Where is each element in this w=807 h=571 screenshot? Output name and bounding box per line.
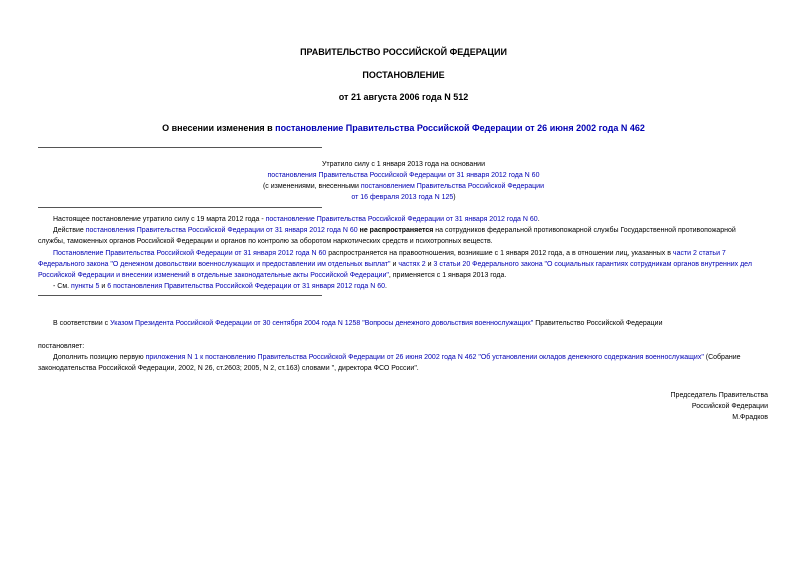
signature-title: Председатель Правительства — [670, 392, 768, 399]
body-p1-suffix: Правительство Российской Федерации — [533, 320, 663, 327]
body-paragraph-3-line-2: законодательства Российской Федерации, 2002, N 26, ст.2603; 2005, N 2, ст.163) словами ", директора ФСО России". — [38, 365, 419, 372]
doc-title-link[interactable]: постановление Правительства Российской Федерации от 26 июня 2002 года N 462 — [275, 123, 645, 133]
note-4-link-2[interactable]: 6 постановления Правительства Российской Федерации от 31 января 2012 года N 60 — [107, 283, 386, 290]
note-3-mid: распространяется на правоотношения, возникшие с 1 января 2012 года, а в отношении лиц, указанных в — [326, 250, 673, 257]
signature-block — [671, 390, 768, 423]
status-line-3-prefix: (с изменениями, внесенными — [262, 183, 361, 190]
doc-date-heading: от 21 августа 2006 года N 512 — [338, 92, 469, 102]
note-4-mid: и — [99, 283, 108, 290]
body-paragraph-2: постановляет: — [38, 343, 85, 350]
status-link-2[interactable]: постановлением Правительства Российской Федерации — [360, 183, 545, 190]
note-2-link[interactable]: постановления Правительства Российской Федерации от 31 января 2012 года N 60 — [85, 227, 358, 234]
body-p3-prefix: Дополнить позицию первую — [53, 354, 146, 361]
appendix-link[interactable]: приложения N 1 к постановлению Правительства Российской Федерации от 26 июня 2002 года N 462 "Об установлении окладов денежного содержания военнослужащих" — [145, 354, 704, 361]
status-line-1: Утратило силу с 1 января 2013 года на основании — [321, 161, 486, 168]
note-3-parts-link[interactable]: частях 2 — [398, 261, 426, 268]
note-1-suffix: . — [537, 216, 540, 223]
doc-type-heading: ПОСТАНОВЛЕНИЕ — [362, 70, 445, 80]
note-2-line-2: службы, таможенных органов Российской Федерации и органов по контролю за оборотом наркотических средств и психотропных веществ. — [38, 238, 493, 245]
note-2 — [53, 225, 736, 236]
note-3-law-link-3[interactable]: Российской Федерации и внесении изменений в отдельные законодательные акты Российской Федерации" — [38, 272, 389, 279]
signature-name: М.Фрадков — [732, 414, 768, 421]
note-3 — [53, 248, 726, 259]
status-box — [0, 159, 807, 203]
note-1-text: Настоящее постановление утратило силу с 19 марта 2012 года - — [53, 216, 266, 223]
note-4 — [53, 281, 387, 292]
note-3-law-link-2[interactable]: 3 статьи 20 Федерального закона "О социальных гарантиях сотрудникам органов внутренних дел — [433, 261, 752, 268]
decree-link[interactable]: Указом Президента Российской Федерации от 30 сентября 2004 года N 1258 "Вопросы денежного довольствия военнослужащих" — [110, 320, 534, 327]
signature-title-2: Российской Федерации — [691, 403, 768, 410]
note-3-law-link[interactable]: Федерального закона "О денежном довольствии военнослужащих и предоставлении им отдельных выплат" — [38, 261, 391, 268]
note-4-prefix: - См. — [53, 283, 72, 290]
note-4-suffix: . — [385, 283, 387, 290]
note-2-prefix: Действие — [53, 227, 86, 234]
note-1 — [53, 214, 540, 225]
status-line-4 — [0, 192, 807, 203]
status-link-3[interactable]: от 16 февраля 2013 года N 125 — [351, 194, 454, 201]
body-p1-prefix: В соответствии с — [53, 320, 111, 327]
note-2-rest: на сотрудников федеральной противопожарной службы Государственной противопожарной — [433, 227, 736, 234]
status-line-3 — [0, 181, 807, 192]
note-3-suffix: , применяется с 1 января 2013 года. — [388, 272, 507, 279]
note-3-and-2: и — [425, 261, 434, 268]
doc-title — [0, 123, 807, 133]
status-link-1[interactable]: постановления Правительства Российской Федерации от 31 января 2012 года N 60 — [267, 172, 540, 179]
note-3-link-2[interactable]: части 2 статьи 7 — [672, 250, 726, 257]
note-4-link[interactable]: пункты 5 — [71, 283, 100, 290]
note-3-line-3 — [38, 270, 506, 281]
body-p3-suffix: (Собрание — [703, 354, 741, 361]
note-3-and: и — [390, 261, 399, 268]
note-3-link[interactable]: Постановление Правительства Российской Федерации от 31 января 2012 года N 60 — [53, 250, 327, 257]
note-1-link[interactable]: постановление Правительства Российской Федерации от 31 января 2012 года N 60 — [265, 216, 538, 223]
body-paragraph-3 — [53, 352, 741, 363]
divider-status — [38, 207, 322, 208]
body-paragraph-1 — [53, 318, 662, 329]
status-line-4-suffix: ) — [453, 194, 456, 201]
note-3-line-2 — [38, 259, 752, 270]
doc-title-prefix: О внесении изменения в — [162, 123, 276, 133]
divider-top — [38, 147, 322, 148]
divider-notes — [38, 295, 322, 296]
note-2-bold: не распространяется — [357, 227, 434, 234]
org-heading: ПРАВИТЕЛЬСТВО РОССИЙСКОЙ ФЕДЕРАЦИИ — [300, 47, 507, 57]
